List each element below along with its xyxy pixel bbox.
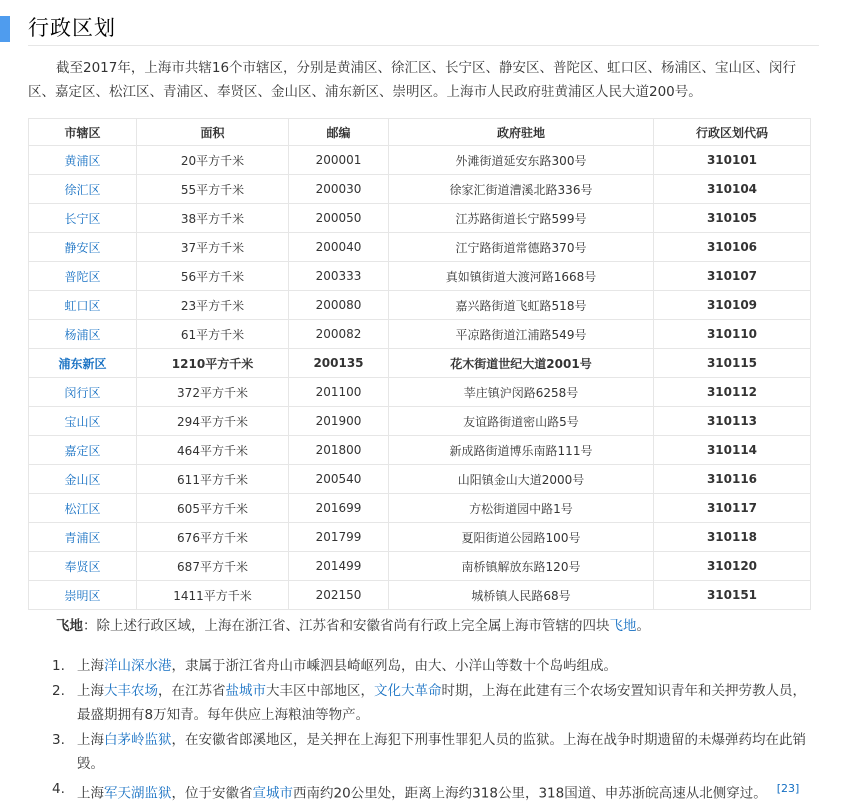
table-row (29, 233, 811, 262)
postcode-cell: 200082 (289, 320, 389, 349)
district-link[interactable]: 静安区 (29, 233, 137, 262)
area-cell: 1411平方千米 (137, 581, 289, 610)
wiki-link[interactable]: 文化大革命 (374, 683, 442, 699)
area-cell: 372平方千米 (137, 378, 289, 407)
table-row (29, 581, 811, 610)
postcode-cell: 200050 (289, 204, 389, 233)
exclave-list (28, 654, 818, 806)
header-code: 行政区划代码 (654, 119, 811, 146)
list-item (28, 728, 818, 776)
code-cell: 310118 (654, 523, 811, 552)
area-cell: 38平方千米 (137, 204, 289, 233)
section-heading-bar (0, 16, 10, 42)
area-cell: 687平方千米 (137, 552, 289, 581)
area-cell: 61平方千米 (137, 320, 289, 349)
seat-cell: 城桥镇人民路68号 (389, 581, 654, 610)
postcode-cell: 201900 (289, 407, 389, 436)
seat-cell: 莘庄镇沪闵路6258号 (389, 378, 654, 407)
table-row (29, 146, 811, 175)
seat-cell: 嘉兴路街道飞虹路518号 (389, 291, 654, 320)
postcode-cell: 200001 (289, 146, 389, 175)
code-cell: 310109 (654, 291, 811, 320)
seat-cell: 真如镇街道大渡河路1668号 (389, 262, 654, 291)
exclave-label: 飞地 (56, 618, 83, 634)
wiki-link[interactable]: 大丰农场 (104, 683, 158, 699)
code-cell: 310120 (654, 552, 811, 581)
district-link[interactable]: 徐汇区 (29, 175, 137, 204)
district-link[interactable]: 宝山区 (29, 407, 137, 436)
area-cell: 294平方千米 (137, 407, 289, 436)
code-cell: 310105 (654, 204, 811, 233)
district-link[interactable]: 黄浦区 (29, 146, 137, 175)
header-area: 面积 (137, 119, 289, 146)
exclave-end: 。 (636, 618, 650, 634)
area-cell: 1210平方千米 (137, 349, 289, 378)
code-cell: 310116 (654, 465, 811, 494)
district-link[interactable]: 松江区 (29, 494, 137, 523)
area-cell: 37平方千米 (137, 233, 289, 262)
district-link[interactable]: 杨浦区 (29, 320, 137, 349)
list-number: 1. (52, 658, 65, 674)
code-cell: 310112 (654, 378, 811, 407)
postcode-cell: 200080 (289, 291, 389, 320)
list-text: 西南约20公里处，距离上海约318公里，318国道、申苏浙皖高速从北侧穿过。 (293, 785, 767, 802)
district-link[interactable]: 普陀区 (29, 262, 137, 291)
list-text: 大丰区中部地区， (266, 683, 374, 699)
exclave-colon: ： (83, 618, 97, 634)
seat-cell: 徐家汇街道漕溪北路336号 (389, 175, 654, 204)
list-text: 时期，上海在此建有三个农场安置知识青年和关押劳教人员，最盛期拥有8万知青。每年供应上海粮油等物产。 (77, 683, 806, 723)
seat-cell: 方松街道园中路1号 (389, 494, 654, 523)
header-postcode: 邮编 (289, 119, 389, 146)
list-text: 上海 (77, 732, 104, 748)
table-row (29, 349, 811, 378)
code-cell: 310107 (654, 262, 811, 291)
table-row (29, 291, 811, 320)
district-link[interactable]: 青浦区 (29, 523, 137, 552)
list-text: ，在江苏省 (158, 683, 226, 699)
heading-divider (28, 45, 819, 46)
wiki-link[interactable]: 洋山深水港 (104, 658, 172, 674)
seat-cell: 友谊路街道密山路5号 (389, 407, 654, 436)
table-row (29, 436, 811, 465)
postcode-cell: 200040 (289, 233, 389, 262)
area-cell: 611平方千米 (137, 465, 289, 494)
seat-cell: 平凉路街道江浦路549号 (389, 320, 654, 349)
area-cell: 55平方千米 (137, 175, 289, 204)
table-row (29, 204, 811, 233)
code-cell: 310117 (654, 494, 811, 523)
table-row (29, 494, 811, 523)
table-header-row (29, 119, 811, 146)
list-number: 4. (52, 781, 65, 797)
list-number: 3. (52, 732, 65, 748)
list-text: ，在安徽省郎溪地区，是关押在上海犯下刑事性罪犯人员的监狱。上海在战争时期遗留的未爆弹药均在此销毁。 (77, 732, 806, 772)
area-cell: 464平方千米 (137, 436, 289, 465)
section-title: 行政区划 (28, 16, 116, 40)
table-row (29, 552, 811, 581)
seat-cell: 山阳镇金山大道2000号 (389, 465, 654, 494)
wiki-link[interactable]: 盐城市 (225, 683, 266, 699)
seat-cell: 新成路街道博乐南路111号 (389, 436, 654, 465)
header-seat: 政府驻地 (389, 119, 654, 146)
code-cell: 310115 (654, 349, 811, 378)
wiki-link[interactable]: 白茅岭监狱 (104, 732, 172, 748)
seat-cell: 南桥镇解放东路120号 (389, 552, 654, 581)
area-cell: 676平方千米 (137, 523, 289, 552)
exclave-text: 除上述行政区域，上海在浙江省、江苏省和安徽省尚有行政上完全属上海市管辖的四块 (96, 618, 610, 634)
code-cell: 310104 (654, 175, 811, 204)
district-link[interactable]: 长宁区 (29, 204, 137, 233)
seat-cell: 外滩街道延安东路300号 (389, 146, 654, 175)
area-cell: 56平方千米 (137, 262, 289, 291)
list-text: ，隶属于浙江省舟山市嵊泗县崎岖列岛，由大、小洋山等数十个岛屿组成。 (171, 658, 617, 674)
district-link[interactable]: 嘉定区 (29, 436, 137, 465)
postcode-cell: 200030 (289, 175, 389, 204)
header-district: 市辖区 (29, 119, 137, 146)
area-cell: 23平方千米 (137, 291, 289, 320)
postcode-cell: 201799 (289, 523, 389, 552)
district-link[interactable]: 浦东新区 (29, 349, 137, 378)
seat-cell: 花木街道世纪大道2001号 (389, 349, 654, 378)
postcode-cell: 201800 (289, 436, 389, 465)
postcode-cell: 201100 (289, 378, 389, 407)
code-cell: 310101 (654, 146, 811, 175)
table-row (29, 378, 811, 407)
table-row (29, 320, 811, 349)
postcode-cell: 202150 (289, 581, 389, 610)
postcode-cell: 200540 (289, 465, 389, 494)
district-link[interactable]: 闵行区 (29, 378, 137, 407)
seat-cell: 江宁路街道常德路370号 (389, 233, 654, 262)
exclave-link[interactable]: 飞地 (609, 618, 637, 634)
table-row (29, 407, 811, 436)
district-link[interactable]: 金山区 (29, 465, 137, 494)
table-row (29, 465, 811, 494)
code-cell: 310113 (654, 407, 811, 436)
list-text: 上海 (77, 658, 104, 674)
code-cell: 310114 (654, 436, 811, 465)
seat-cell: 夏阳街道公园路100号 (389, 523, 654, 552)
list-item (28, 777, 818, 806)
district-link[interactable]: 奉贤区 (29, 552, 137, 581)
code-cell: 310110 (654, 320, 811, 349)
code-cell: 310151 (654, 581, 811, 610)
list-text: 上海 (77, 785, 104, 802)
area-cell: 605平方千米 (137, 494, 289, 523)
postcode-cell: 201699 (289, 494, 389, 523)
list-item (28, 679, 818, 727)
postcode-cell: 201499 (289, 552, 389, 581)
postcode-cell: 200333 (289, 262, 389, 291)
table-row (29, 262, 811, 291)
citation-ref[interactable]: [23] (776, 782, 800, 795)
code-cell: 310106 (654, 233, 811, 262)
intro-paragraph: 截至2017年，上海市共辖16个市辖区，分别是黄浦区、徐汇区、长宁区、静安区、普陀区、虹口区、杨浦区、宝山区、闵行区、嘉定区、松江区、青浦区、奉贤区、金山区、浦东新区、崇明区。上海市人民政府驻黄浦区人民大道200号。 (28, 60, 797, 100)
district-link[interactable]: 崇明区 (29, 581, 137, 610)
district-link[interactable]: 虹口区 (29, 291, 137, 320)
area-cell: 20平方千米 (137, 146, 289, 175)
table-row (29, 175, 811, 204)
seat-cell: 江苏路街道长宁路599号 (389, 204, 654, 233)
postcode-cell: 200135 (289, 349, 389, 378)
districts-table (28, 118, 811, 610)
list-number: 2. (52, 683, 65, 699)
table-row (29, 523, 811, 552)
list-text: ，位于安徽省 (171, 785, 253, 802)
list-item (28, 654, 818, 678)
wiki-link[interactable]: 宣城市 (252, 785, 293, 802)
wiki-link[interactable]: 军天湖监狱 (104, 785, 172, 802)
list-text: 上海 (77, 683, 104, 699)
exclave-note (56, 614, 650, 638)
